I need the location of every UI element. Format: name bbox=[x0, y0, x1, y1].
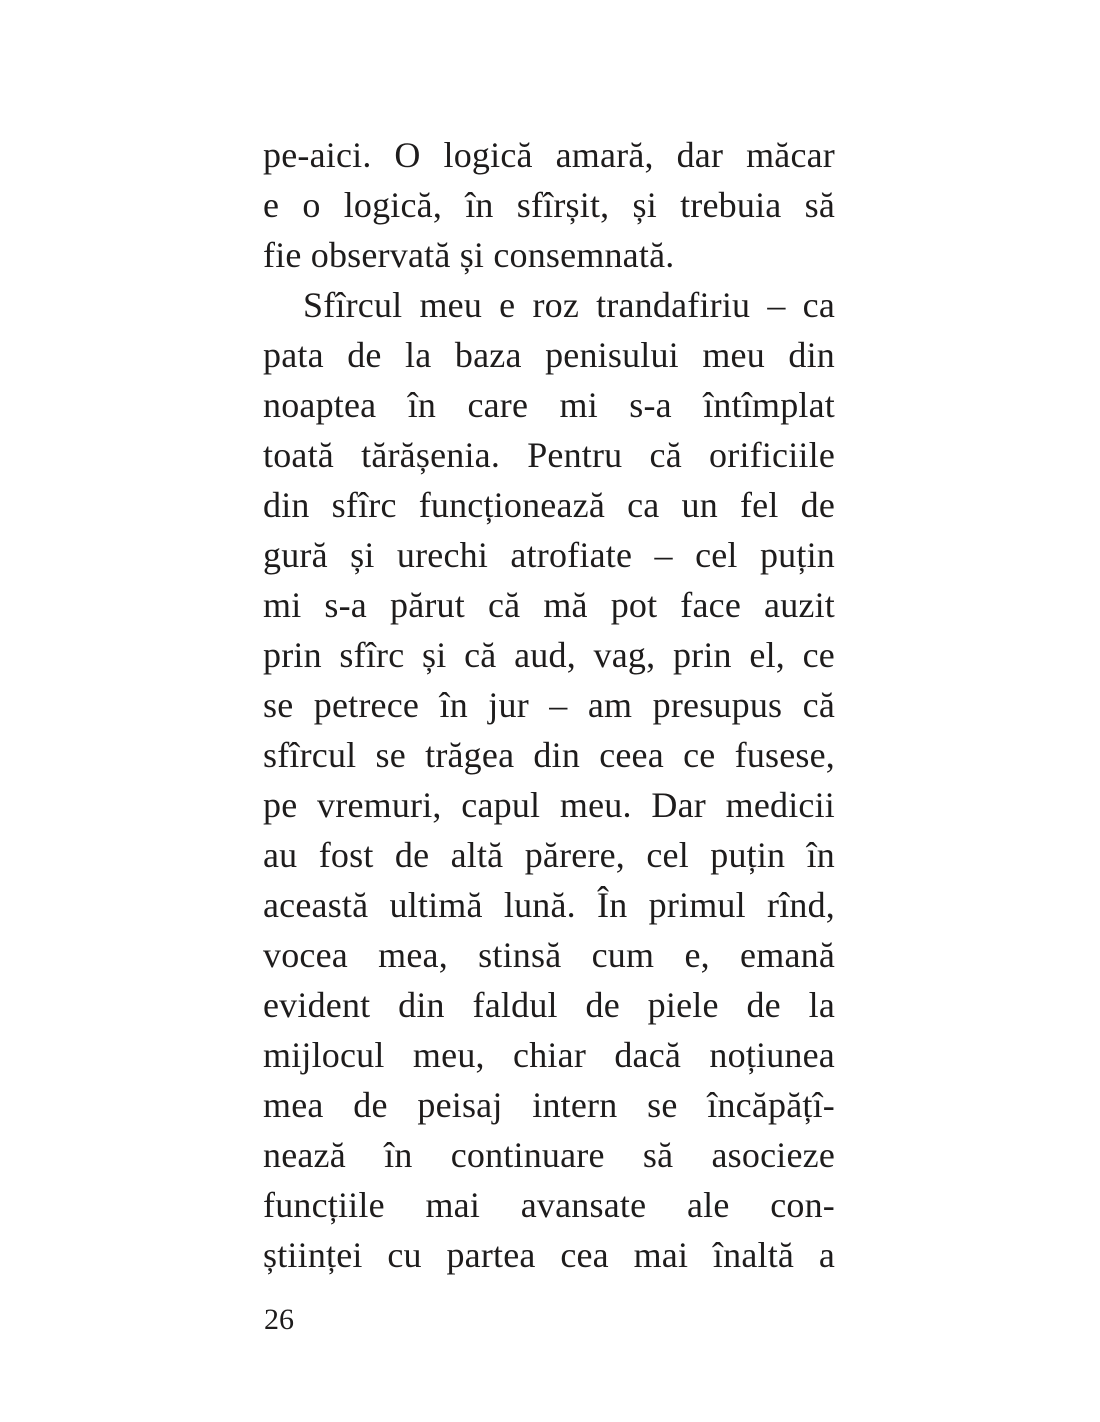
text-line-hyphenated: funcțiile mai avansate ale con- bbox=[263, 1185, 835, 1225]
text-line: prin sfîrc și că aud, vag, prin el, ce bbox=[263, 635, 835, 675]
text-line: gură și urechi atrofiate – cel puțin bbox=[263, 535, 835, 575]
text-line: nează în continuare să asocieze bbox=[263, 1135, 835, 1175]
text-line: sfîrcul se trăgea din ceea ce fusese, bbox=[263, 735, 835, 775]
text-line: mi s-a părut că mă pot face auzit bbox=[263, 585, 835, 625]
text-line: e o logică, în sfîrșit, și trebuia să bbox=[263, 185, 835, 225]
text-line: au fost de altă părere, cel puțin în bbox=[263, 835, 835, 875]
text-line: vocea mea, stinsă cum e, emană bbox=[263, 935, 835, 975]
text-line: toată tărășenia. Pentru că orificiile bbox=[263, 435, 835, 475]
text-line: mijlocul meu, chiar dacă noțiunea bbox=[263, 1035, 835, 1075]
text-line-paragraph-start: Sfîrcul meu e roz trandafiriu – ca bbox=[303, 285, 835, 325]
text-line: din sfîrc funcționează ca un fel de bbox=[263, 485, 835, 525]
text-line: evident din faldul de piele de la bbox=[263, 985, 835, 1025]
text-line: științei cu partea cea mai înaltă a bbox=[263, 1235, 835, 1275]
text-line: pe vremuri, capul meu. Dar medicii bbox=[263, 785, 835, 825]
text-line: pe-aici. O logică amară, dar măcar bbox=[263, 135, 835, 175]
text-line-paragraph-end: fie observată și consemnată. bbox=[263, 235, 675, 275]
text-line-hyphenated: mea de peisaj intern se încăpățî- bbox=[263, 1085, 835, 1125]
body-text bbox=[263, 130, 835, 1280]
text-line: se petrece în jur – am presupus că bbox=[263, 685, 835, 725]
text-line: pata de la baza penisului meu din bbox=[263, 335, 835, 375]
page-number: 26 bbox=[264, 1303, 294, 1336]
text-line: această ultimă lună. În primul rînd, bbox=[263, 885, 835, 925]
text-line: noaptea în care mi s-a întîmplat bbox=[263, 385, 835, 425]
